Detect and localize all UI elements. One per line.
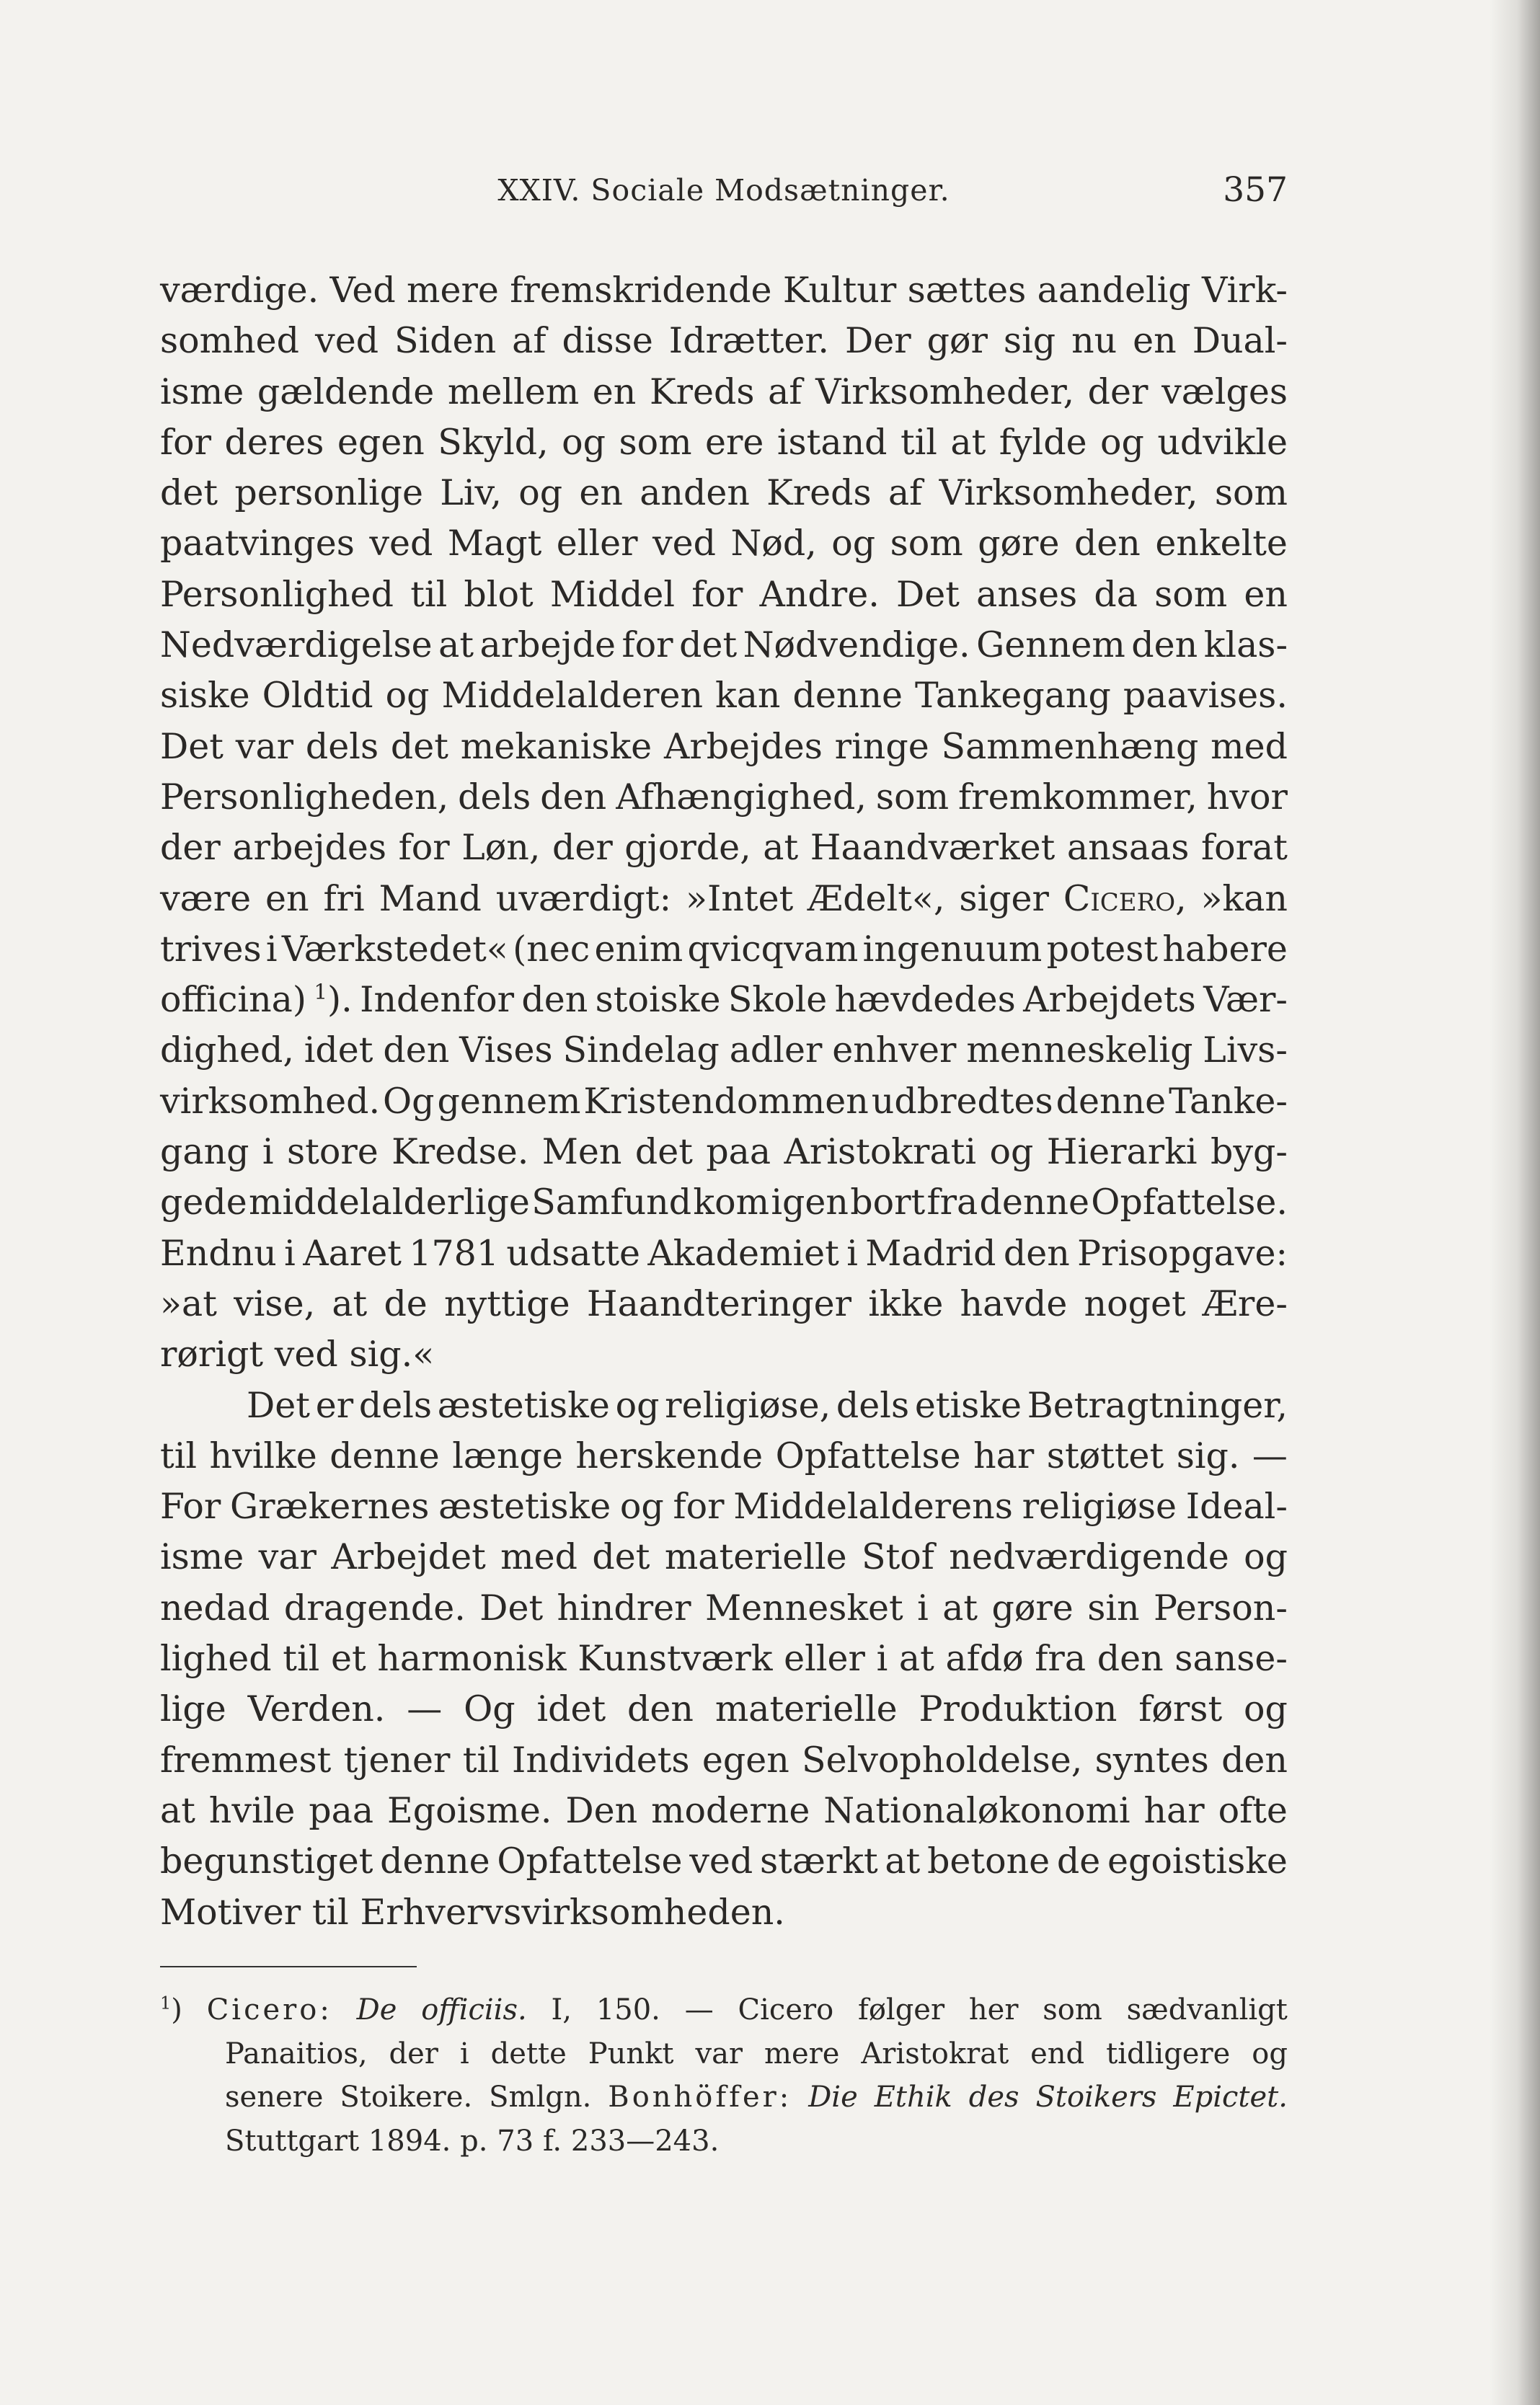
text-line: for deres egen Skyld, og som ere istand til at fylde og udvikle — [160, 421, 1288, 463]
text-line: lige Verden. — Og idet den materielle Produktion først og — [160, 1688, 1288, 1730]
text-line: somhed ved Siden af disse Idrætter. Der gør sig nu en Dual- — [160, 320, 1288, 362]
text-line: Endnu i Aaret 1781 udsatte Akademiet i Madrid den Prisopgave: — [160, 1232, 1288, 1274]
text-line: at hvile paa Egoisme. Den moderne Nationaløkonomi har ofte — [160, 1789, 1288, 1831]
text-line: Personligheden, dels den Afhængighed, som fremkommer, hvor — [160, 776, 1288, 818]
footnote-line: $^1$) Cicero: De officiis. I, 150. — Cicero følger her som sædvanligt — [160, 1988, 1288, 2032]
page-header — [160, 170, 1288, 223]
footnote-line: senere Stoikere. Smlgn. Bonhöffer: Die Ethik des Stoikers Epictet. — [225, 2081, 1288, 2114]
text-line: virksomhed. Og gennem Kristendommen udbredtes denne Tanke- — [160, 1080, 1288, 1122]
text-line: dighed, idet den Vises Sindelag adler enhver menneskelig Livs- — [160, 1029, 1288, 1071]
text-line: gede middelalderlige Samfund kom igen bort fra denne Opfattelse. — [160, 1182, 1288, 1223]
text-line: For Grækernes æstetiske og for Middelalderens religiøse Ideal- — [160, 1486, 1288, 1528]
footnote-line: Panaitios, der i dette Punkt var mere Aristokrat end tidligere og — [225, 2037, 1288, 2070]
footnote-rule — [160, 1966, 417, 1967]
running-title: XXIV. Sociale Modsætninger. — [497, 173, 950, 208]
page-number: 357 — [1223, 170, 1288, 210]
text-line: til hvilke denne længe herskende Opfattelse har støttet sig. — — [160, 1435, 1288, 1476]
footnote-line: Stuttgart 1894. p. 73 f. 233—243. — [225, 2124, 720, 2158]
text-line: isme gældende mellem en Kreds af Virksomheder, der vælges — [160, 371, 1288, 412]
text-line: gang i store Kredse. Men det paa Aristokrati og Hierarki byg- — [160, 1131, 1288, 1173]
text-line: det personlige Liv, og en anden Kreds af Virksomheder, som — [160, 472, 1288, 514]
text-line: Personlighed til blot Middel for Andre. Det anses da som en — [160, 573, 1288, 615]
text-line: Det var dels det mekaniske Arbejdes ringe Sammenhæng med — [160, 725, 1288, 767]
text-line: være en fri Mand uværdigt: »Intet Ædelt«, siger Cicero, »kan — [160, 877, 1288, 919]
text-line: »at vise, at de nyttige Haandteringer ikke havde noget Ære- — [160, 1283, 1288, 1324]
text-line: isme var Arbejdet med det materielle Stof nedværdigende og — [160, 1536, 1288, 1578]
text-line: officina) $^1$). Indenfor den stoiske Skole hævdedes Arbejdets Vær- — [160, 979, 1288, 1021]
text-line: fremmest tjener til Individets egen Selvopholdelse, syntes den — [160, 1739, 1288, 1781]
body-text — [160, 265, 1288, 1938]
page-edge-shadow — [1490, 0, 1540, 2405]
text-line: begunstiget denne Opfattelse ved stærkt at betone de egoistiske — [160, 1841, 1288, 1882]
text-line: værdige. Ved mere fremskridende Kultur sættes aandelig Virk- — [160, 270, 1288, 311]
text-line: lighed til et harmonisk Kunstværk eller i at afdø fra den sanse- — [160, 1638, 1288, 1680]
text-line: paatvinges ved Magt eller ved Nød, og som gøre den enkelte — [160, 523, 1288, 564]
text-line: Motiver til Erhvervsvirksomheden. — [160, 1891, 785, 1933]
footnotes — [160, 1988, 1288, 2163]
text-line: Nedværdigelse at arbejde for det Nødvendige. Gennem den klas- — [160, 624, 1288, 666]
text-line: nedad dragende. Det hindrer Mennesket i at gøre sin Person- — [160, 1587, 1288, 1629]
text-line: Det er dels æstetiske og religiøse, dels etiske Betragtninger, — [247, 1384, 1288, 1426]
text-line: siske Oldtid og Middelalderen kan denne Tankegang paavises. — [160, 675, 1288, 717]
text-line: der arbejdes for Løn, der gjorde, at Haandværket ansaas forat — [160, 827, 1288, 869]
text-line: trives i Værkstedet« (nec enim qvicqvam ingenuum potest habere — [160, 928, 1288, 970]
text-line: rørigt ved sig.« — [160, 1334, 435, 1376]
footnote-marker: $^1$) — [160, 1993, 182, 2027]
